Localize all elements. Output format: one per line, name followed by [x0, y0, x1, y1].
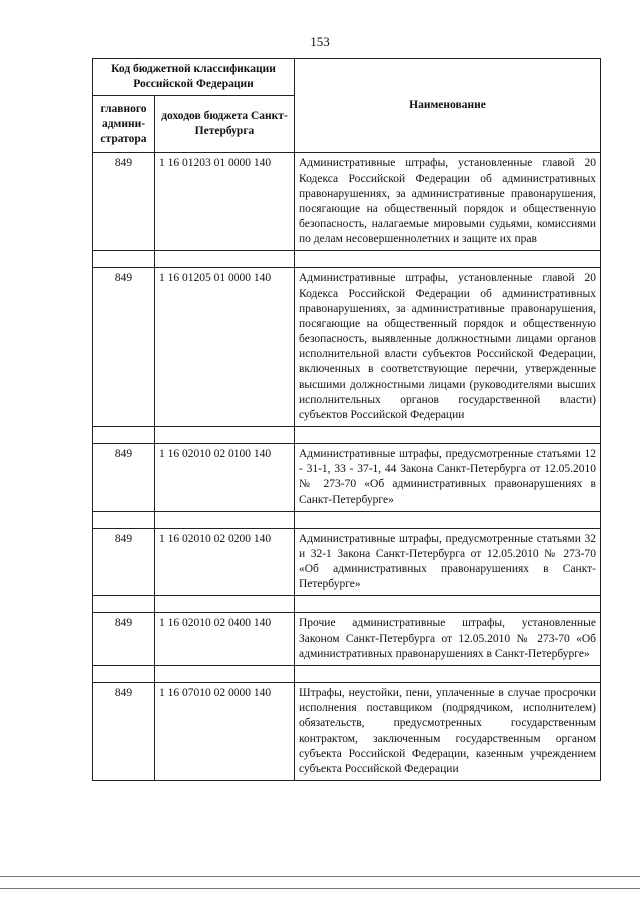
row-spacer	[93, 665, 601, 682]
admin-code: 849	[93, 153, 155, 251]
admin-code: 849	[93, 268, 155, 427]
income-name: Административные штрафы, установленные главой 20 Кодекса Российской Федерации об административных правонарушениях, за административные правонарушения, посягающие на общественный порядок и общественную безопасность, выявленные должностными лицами органов исполнительной власти субъектов Российской Федерации, включенных в соответствующие перечни, утвержденные высшими должностными лицами (руководителями высших исполнительных органов государственной власти) субъектов Российской Федерации	[295, 268, 601, 427]
footer-divider	[0, 876, 640, 877]
page-number: 153	[310, 34, 330, 49]
footer-divider	[0, 888, 640, 889]
admin-code: 849	[93, 613, 155, 666]
header-group: Код бюджетной классификации Российской Федерации	[93, 59, 295, 96]
income-code: 1 16 07010 02 0000 140	[155, 682, 295, 780]
table-row	[93, 444, 601, 512]
income-name: Штрафы, неустойки, пени, уплаченные в случае просрочки исполнения поставщиком (подрядчиком, исполнителем) обязательств, предусмотренных государственным контрактом, заключенным государственным органом субъекта Российской Федерации, казенным учреждением субъекта Российской Федерации	[295, 682, 601, 780]
row-spacer	[93, 596, 601, 613]
income-code: 1 16 02010 02 0200 140	[155, 528, 295, 596]
income-code: 1 16 01203 01 0000 140	[155, 153, 295, 251]
header-name: Наименование	[295, 59, 601, 153]
row-spacer	[93, 251, 601, 268]
table-row	[93, 268, 601, 427]
table-row	[93, 613, 601, 666]
income-code: 1 16 02010 02 0100 140	[155, 444, 295, 512]
budget-classification-table	[92, 58, 601, 781]
income-name: Прочие административные штрафы, установленные Законом Санкт-Петербурга от 12.05.2010 № 273-70 «Об административных правонарушениях в Санкт-Петербурге»	[295, 613, 601, 666]
admin-code: 849	[93, 528, 155, 596]
income-name: Административные штрафы, установленные главой 20 Кодекса Российской Федерации об административных правонарушениях, за административные правонарушения, посягающие на общественный порядок и общественную безопасность, налагаемые мировыми судьями, комиссиями по делам несовершеннолетних и защите их прав	[295, 153, 601, 251]
table-row	[93, 153, 601, 251]
income-code: 1 16 01205 01 0000 140	[155, 268, 295, 427]
header-code: доходов бюджета Санкт-Петербурга	[155, 96, 295, 153]
header-row-1	[93, 59, 601, 96]
table-row	[93, 528, 601, 596]
income-name: Административные штрафы, предусмотренные статьями 32 и 32-1 Закона Санкт-Петербурга от 12.05.2010 № 273-70 «Об административных правонарушениях в Санкт-Петербурге»	[295, 528, 601, 596]
table-row	[93, 682, 601, 780]
row-spacer	[93, 511, 601, 528]
header-admin: главного админи-стратора	[93, 96, 155, 153]
income-name: Административные штрафы, предусмотренные статьями 12 - 31-1, 33 - 37-1, 44 Закона Санкт-Петербурга от 12.05.2010 № 273-70 «Об административных правонарушениях в Санкт-Петербурге»	[295, 444, 601, 512]
admin-code: 849	[93, 682, 155, 780]
income-code: 1 16 02010 02 0400 140	[155, 613, 295, 666]
admin-code: 849	[93, 444, 155, 512]
row-spacer	[93, 427, 601, 444]
